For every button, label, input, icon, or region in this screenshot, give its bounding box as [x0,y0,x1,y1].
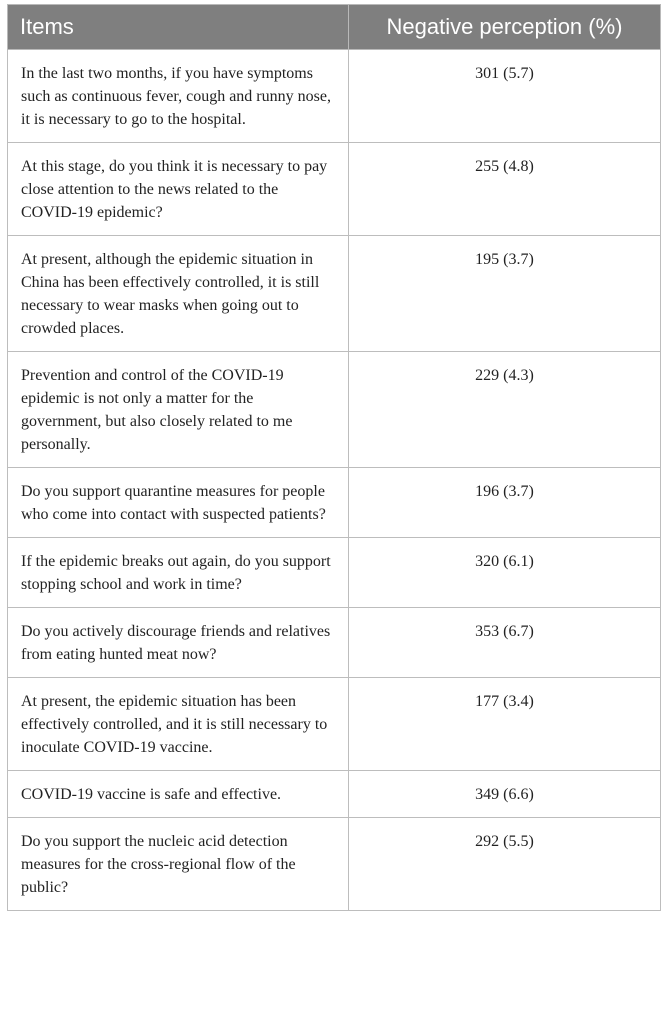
table-row [8,468,661,538]
table-row [8,771,661,818]
item-text: Do you support the nucleic acid detection measures for the cross-regional flow of the public? [8,818,349,911]
table-row [8,143,661,236]
table-row [8,538,661,608]
negative-value: 349 (6.6) [349,771,661,818]
item-text: Do you actively discourage friends and relatives from eating hunted meat now? [8,608,349,678]
negative-value: 292 (5.5) [349,818,661,911]
item-text: At this stage, do you think it is necessary to pay close attention to the news related to the COVID-19 epidemic? [8,143,349,236]
table-row [8,678,661,771]
item-text: At present, although the epidemic situation in China has been effectively controlled, it is still necessary to wear masks when going out to crowded places. [8,236,349,352]
item-text: COVID-19 vaccine is safe and effective. [8,771,349,818]
table-row [8,352,661,468]
header-items: Items [8,5,349,50]
header-row [8,5,661,50]
item-text: If the epidemic breaks out again, do you support stopping school and work in time? [8,538,349,608]
item-text: Do you support quarantine measures for people who come into contact with suspected patients? [8,468,349,538]
header-negative-perception: Negative perception (%) [349,5,661,50]
table-row [8,608,661,678]
negative-value: 195 (3.7) [349,236,661,352]
negative-value: 229 (4.3) [349,352,661,468]
negative-value: 177 (3.4) [349,678,661,771]
negative-value: 196 (3.7) [349,468,661,538]
negative-value: 301 (5.7) [349,50,661,143]
negative-value: 353 (6.7) [349,608,661,678]
table-row [8,236,661,352]
item-text: Prevention and control of the COVID-19 epidemic is not only a matter for the government, but also closely related to me personally. [8,352,349,468]
negative-value: 320 (6.1) [349,538,661,608]
negative-value: 255 (4.8) [349,143,661,236]
table-row [8,50,661,143]
table-row [8,818,661,911]
item-text: At present, the epidemic situation has been effectively controlled, and it is still necessary to inoculate COVID-19 vaccine. [8,678,349,771]
item-text: In the last two months, if you have symptoms such as continuous fever, cough and runny nose, it is necessary to go to the hospital. [8,50,349,143]
perception-table [7,4,661,911]
